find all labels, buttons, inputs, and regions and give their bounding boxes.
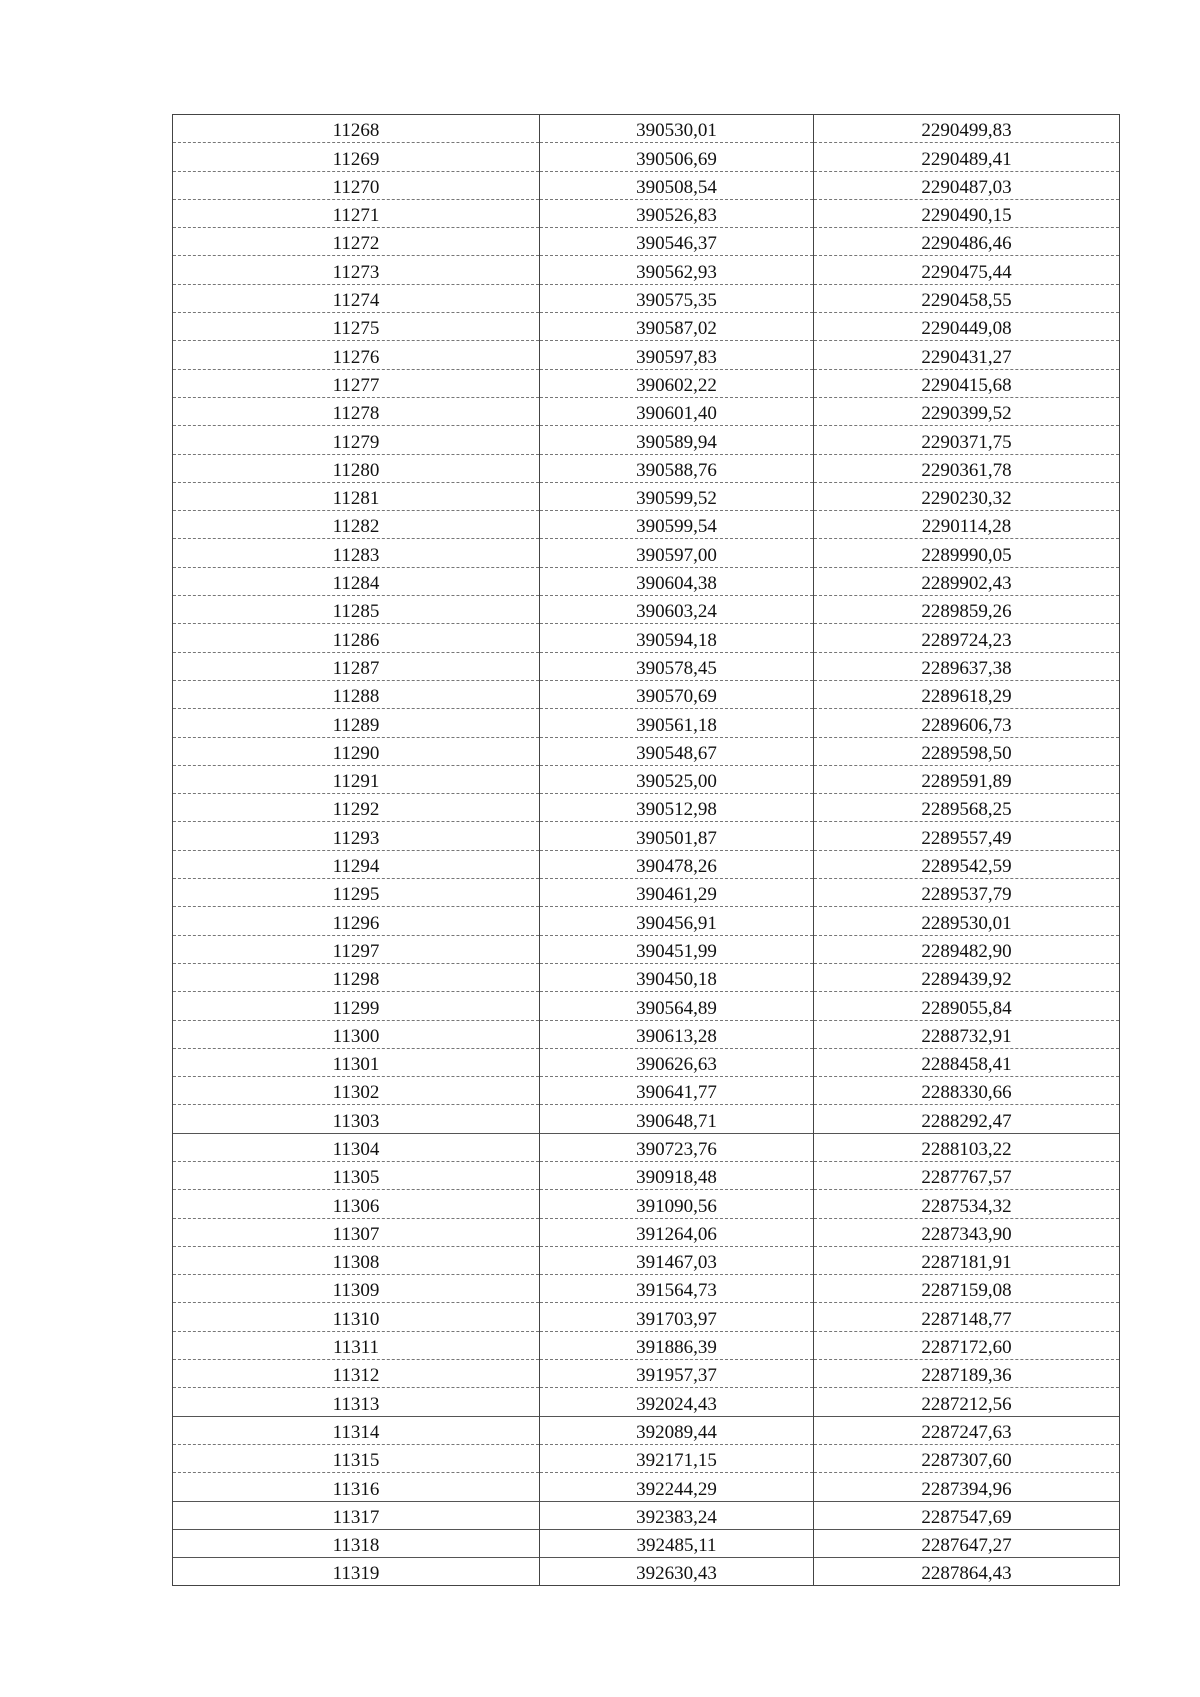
x-coordinate-cell: 390525,00	[540, 765, 814, 793]
point-number-cell: 11294	[173, 850, 540, 878]
y-coordinate-cell: 2287534,32	[814, 1190, 1120, 1218]
table-row	[173, 539, 1120, 567]
table-row	[173, 199, 1120, 227]
point-number-cell: 11310	[173, 1303, 540, 1331]
table-row	[173, 963, 1120, 991]
x-coordinate-cell: 392383,24	[540, 1501, 814, 1529]
x-coordinate-cell: 390564,89	[540, 992, 814, 1020]
x-coordinate-cell: 390461,29	[540, 879, 814, 907]
x-coordinate-cell: 390526,83	[540, 199, 814, 227]
table-row	[173, 822, 1120, 850]
y-coordinate-cell: 2290399,52	[814, 397, 1120, 425]
point-number-cell: 11277	[173, 369, 540, 397]
x-coordinate-cell: 390561,18	[540, 709, 814, 737]
table-row	[173, 1077, 1120, 1105]
table-row	[173, 992, 1120, 1020]
y-coordinate-cell: 2289055,84	[814, 992, 1120, 1020]
table-row	[173, 1331, 1120, 1359]
y-coordinate-cell: 2287767,57	[814, 1161, 1120, 1189]
table-row	[173, 143, 1120, 171]
point-number-cell: 11299	[173, 992, 540, 1020]
point-number-cell: 11292	[173, 794, 540, 822]
point-number-cell: 11317	[173, 1501, 540, 1529]
table-row	[173, 1161, 1120, 1189]
table-row	[173, 482, 1120, 510]
y-coordinate-cell: 2287394,96	[814, 1473, 1120, 1501]
point-number-cell: 11307	[173, 1218, 540, 1246]
y-coordinate-cell: 2288732,91	[814, 1020, 1120, 1048]
table-row	[173, 1218, 1120, 1246]
x-coordinate-cell: 390456,91	[540, 907, 814, 935]
x-coordinate-cell: 390578,45	[540, 652, 814, 680]
point-number-cell: 11303	[173, 1105, 540, 1133]
point-number-cell: 11275	[173, 313, 540, 341]
point-number-cell: 11316	[173, 1473, 540, 1501]
y-coordinate-cell: 2287647,27	[814, 1529, 1120, 1557]
x-coordinate-cell: 390599,52	[540, 482, 814, 510]
y-coordinate-cell: 2289591,89	[814, 765, 1120, 793]
point-number-cell: 11304	[173, 1133, 540, 1161]
table-row	[173, 171, 1120, 199]
table-row	[173, 737, 1120, 765]
x-coordinate-cell: 390506,69	[540, 143, 814, 171]
point-number-cell: 11318	[173, 1529, 540, 1557]
coordinates-table-body	[173, 115, 1120, 1586]
point-number-cell: 11273	[173, 256, 540, 284]
table-row	[173, 1246, 1120, 1274]
point-number-cell: 11289	[173, 709, 540, 737]
x-coordinate-cell: 390450,18	[540, 963, 814, 991]
table-row	[173, 596, 1120, 624]
table-row	[173, 454, 1120, 482]
x-coordinate-cell: 390648,71	[540, 1105, 814, 1133]
point-number-cell: 11287	[173, 652, 540, 680]
y-coordinate-cell: 2289557,49	[814, 822, 1120, 850]
x-coordinate-cell: 390613,28	[540, 1020, 814, 1048]
x-coordinate-cell: 390588,76	[540, 454, 814, 482]
table-row	[173, 879, 1120, 907]
point-number-cell: 11279	[173, 426, 540, 454]
x-coordinate-cell: 390918,48	[540, 1161, 814, 1189]
table-row	[173, 1529, 1120, 1557]
table-row	[173, 1275, 1120, 1303]
point-number-cell: 11301	[173, 1048, 540, 1076]
point-number-cell: 11311	[173, 1331, 540, 1359]
point-number-cell: 11297	[173, 935, 540, 963]
x-coordinate-cell: 390626,63	[540, 1048, 814, 1076]
y-coordinate-cell: 2288458,41	[814, 1048, 1120, 1076]
table-row	[173, 652, 1120, 680]
table-row	[173, 426, 1120, 454]
x-coordinate-cell: 391886,39	[540, 1331, 814, 1359]
point-number-cell: 11290	[173, 737, 540, 765]
y-coordinate-cell: 2287181,91	[814, 1246, 1120, 1274]
y-coordinate-cell: 2287864,43	[814, 1558, 1120, 1586]
x-coordinate-cell: 390562,93	[540, 256, 814, 284]
y-coordinate-cell: 2289606,73	[814, 709, 1120, 737]
table-row	[173, 1360, 1120, 1388]
x-coordinate-cell: 390602,22	[540, 369, 814, 397]
y-coordinate-cell: 2289990,05	[814, 539, 1120, 567]
point-number-cell: 11306	[173, 1190, 540, 1218]
x-coordinate-cell: 391467,03	[540, 1246, 814, 1274]
point-number-cell: 11276	[173, 341, 540, 369]
y-coordinate-cell: 2288292,47	[814, 1105, 1120, 1133]
point-number-cell: 11295	[173, 879, 540, 907]
table-row	[173, 313, 1120, 341]
y-coordinate-cell: 2288103,22	[814, 1133, 1120, 1161]
y-coordinate-cell: 2290371,75	[814, 426, 1120, 454]
point-number-cell: 11313	[173, 1388, 540, 1416]
table-row	[173, 341, 1120, 369]
table-row	[173, 1048, 1120, 1076]
table-row	[173, 397, 1120, 425]
x-coordinate-cell: 390604,38	[540, 567, 814, 595]
y-coordinate-cell: 2290431,27	[814, 341, 1120, 369]
x-coordinate-cell: 390723,76	[540, 1133, 814, 1161]
x-coordinate-cell: 390512,98	[540, 794, 814, 822]
table-row	[173, 284, 1120, 312]
table-row	[173, 1473, 1120, 1501]
point-number-cell: 11314	[173, 1416, 540, 1444]
x-coordinate-cell: 390603,24	[540, 596, 814, 624]
x-coordinate-cell: 390601,40	[540, 397, 814, 425]
x-coordinate-cell: 390451,99	[540, 935, 814, 963]
point-number-cell: 11291	[173, 765, 540, 793]
table-row	[173, 850, 1120, 878]
point-number-cell: 11270	[173, 171, 540, 199]
y-coordinate-cell: 2289537,79	[814, 879, 1120, 907]
table-row	[173, 765, 1120, 793]
x-coordinate-cell: 391957,37	[540, 1360, 814, 1388]
y-coordinate-cell: 2289530,01	[814, 907, 1120, 935]
x-coordinate-cell: 390641,77	[540, 1077, 814, 1105]
y-coordinate-cell: 2289637,38	[814, 652, 1120, 680]
y-coordinate-cell: 2287212,56	[814, 1388, 1120, 1416]
point-number-cell: 11296	[173, 907, 540, 935]
point-number-cell: 11293	[173, 822, 540, 850]
y-coordinate-cell: 2290230,32	[814, 482, 1120, 510]
coordinates-table	[172, 114, 1120, 1586]
x-coordinate-cell: 392089,44	[540, 1416, 814, 1444]
table-row	[173, 256, 1120, 284]
point-number-cell: 11312	[173, 1360, 540, 1388]
x-coordinate-cell: 390548,67	[540, 737, 814, 765]
table-row	[173, 369, 1120, 397]
y-coordinate-cell: 2290449,08	[814, 313, 1120, 341]
table-row	[173, 1133, 1120, 1161]
y-coordinate-cell: 2290487,03	[814, 171, 1120, 199]
x-coordinate-cell: 390587,02	[540, 313, 814, 341]
table-row	[173, 1558, 1120, 1586]
x-coordinate-cell: 391564,73	[540, 1275, 814, 1303]
x-coordinate-cell: 390589,94	[540, 426, 814, 454]
y-coordinate-cell: 2287172,60	[814, 1331, 1120, 1359]
x-coordinate-cell: 392024,43	[540, 1388, 814, 1416]
y-coordinate-cell: 2290415,68	[814, 369, 1120, 397]
point-number-cell: 11272	[173, 228, 540, 256]
y-coordinate-cell: 2289859,26	[814, 596, 1120, 624]
point-number-cell: 11300	[173, 1020, 540, 1048]
y-coordinate-cell: 2287148,77	[814, 1303, 1120, 1331]
point-number-cell: 11285	[173, 596, 540, 624]
x-coordinate-cell: 392485,11	[540, 1529, 814, 1557]
table-row	[173, 680, 1120, 708]
point-number-cell: 11282	[173, 511, 540, 539]
x-coordinate-cell: 391264,06	[540, 1218, 814, 1246]
point-number-cell: 11283	[173, 539, 540, 567]
y-coordinate-cell: 2290361,78	[814, 454, 1120, 482]
y-coordinate-cell: 2290499,83	[814, 115, 1120, 143]
table-row	[173, 1416, 1120, 1444]
x-coordinate-cell: 390597,83	[540, 341, 814, 369]
table-row	[173, 624, 1120, 652]
y-coordinate-cell: 2289542,59	[814, 850, 1120, 878]
table-row	[173, 1020, 1120, 1048]
point-number-cell: 11268	[173, 115, 540, 143]
y-coordinate-cell: 2288330,66	[814, 1077, 1120, 1105]
point-number-cell: 11286	[173, 624, 540, 652]
point-number-cell: 11280	[173, 454, 540, 482]
table-row	[173, 935, 1120, 963]
y-coordinate-cell: 2290490,15	[814, 199, 1120, 227]
table-row	[173, 511, 1120, 539]
x-coordinate-cell: 390508,54	[540, 171, 814, 199]
point-number-cell: 11278	[173, 397, 540, 425]
table-row	[173, 794, 1120, 822]
point-number-cell: 11281	[173, 482, 540, 510]
point-number-cell: 11302	[173, 1077, 540, 1105]
y-coordinate-cell: 2287189,36	[814, 1360, 1120, 1388]
point-number-cell: 11298	[173, 963, 540, 991]
table-row	[173, 1501, 1120, 1529]
x-coordinate-cell: 392630,43	[540, 1558, 814, 1586]
y-coordinate-cell: 2287307,60	[814, 1444, 1120, 1472]
x-coordinate-cell: 392244,29	[540, 1473, 814, 1501]
point-number-cell: 11288	[173, 680, 540, 708]
point-number-cell: 11284	[173, 567, 540, 595]
x-coordinate-cell: 390599,54	[540, 511, 814, 539]
x-coordinate-cell: 390501,87	[540, 822, 814, 850]
table-row	[173, 115, 1120, 143]
point-number-cell: 11274	[173, 284, 540, 312]
table-row	[173, 907, 1120, 935]
point-number-cell: 11319	[173, 1558, 540, 1586]
point-number-cell: 11308	[173, 1246, 540, 1274]
point-number-cell: 11309	[173, 1275, 540, 1303]
table-row	[173, 709, 1120, 737]
y-coordinate-cell: 2287247,63	[814, 1416, 1120, 1444]
y-coordinate-cell: 2290489,41	[814, 143, 1120, 171]
x-coordinate-cell: 390546,37	[540, 228, 814, 256]
x-coordinate-cell: 391090,56	[540, 1190, 814, 1218]
table-row	[173, 1444, 1120, 1472]
y-coordinate-cell: 2289598,50	[814, 737, 1120, 765]
table-row	[173, 1303, 1120, 1331]
y-coordinate-cell: 2289439,92	[814, 963, 1120, 991]
table-row	[173, 228, 1120, 256]
point-number-cell: 11271	[173, 199, 540, 227]
table-row	[173, 1388, 1120, 1416]
table-row	[173, 1190, 1120, 1218]
y-coordinate-cell: 2289568,25	[814, 794, 1120, 822]
y-coordinate-cell: 2287343,90	[814, 1218, 1120, 1246]
x-coordinate-cell: 391703,97	[540, 1303, 814, 1331]
y-coordinate-cell: 2287547,69	[814, 1501, 1120, 1529]
y-coordinate-cell: 2289618,29	[814, 680, 1120, 708]
x-coordinate-cell: 392171,15	[540, 1444, 814, 1472]
table-row	[173, 567, 1120, 595]
y-coordinate-cell: 2287159,08	[814, 1275, 1120, 1303]
point-number-cell: 11315	[173, 1444, 540, 1472]
x-coordinate-cell: 390530,01	[540, 115, 814, 143]
x-coordinate-cell: 390478,26	[540, 850, 814, 878]
x-coordinate-cell: 390570,69	[540, 680, 814, 708]
y-coordinate-cell: 2290486,46	[814, 228, 1120, 256]
point-number-cell: 11269	[173, 143, 540, 171]
x-coordinate-cell: 390594,18	[540, 624, 814, 652]
x-coordinate-cell: 390597,00	[540, 539, 814, 567]
table-row	[173, 1105, 1120, 1133]
y-coordinate-cell: 2289724,23	[814, 624, 1120, 652]
y-coordinate-cell: 2290475,44	[814, 256, 1120, 284]
y-coordinate-cell: 2290114,28	[814, 511, 1120, 539]
y-coordinate-cell: 2289482,90	[814, 935, 1120, 963]
point-number-cell: 11305	[173, 1161, 540, 1189]
y-coordinate-cell: 2290458,55	[814, 284, 1120, 312]
y-coordinate-cell: 2289902,43	[814, 567, 1120, 595]
x-coordinate-cell: 390575,35	[540, 284, 814, 312]
